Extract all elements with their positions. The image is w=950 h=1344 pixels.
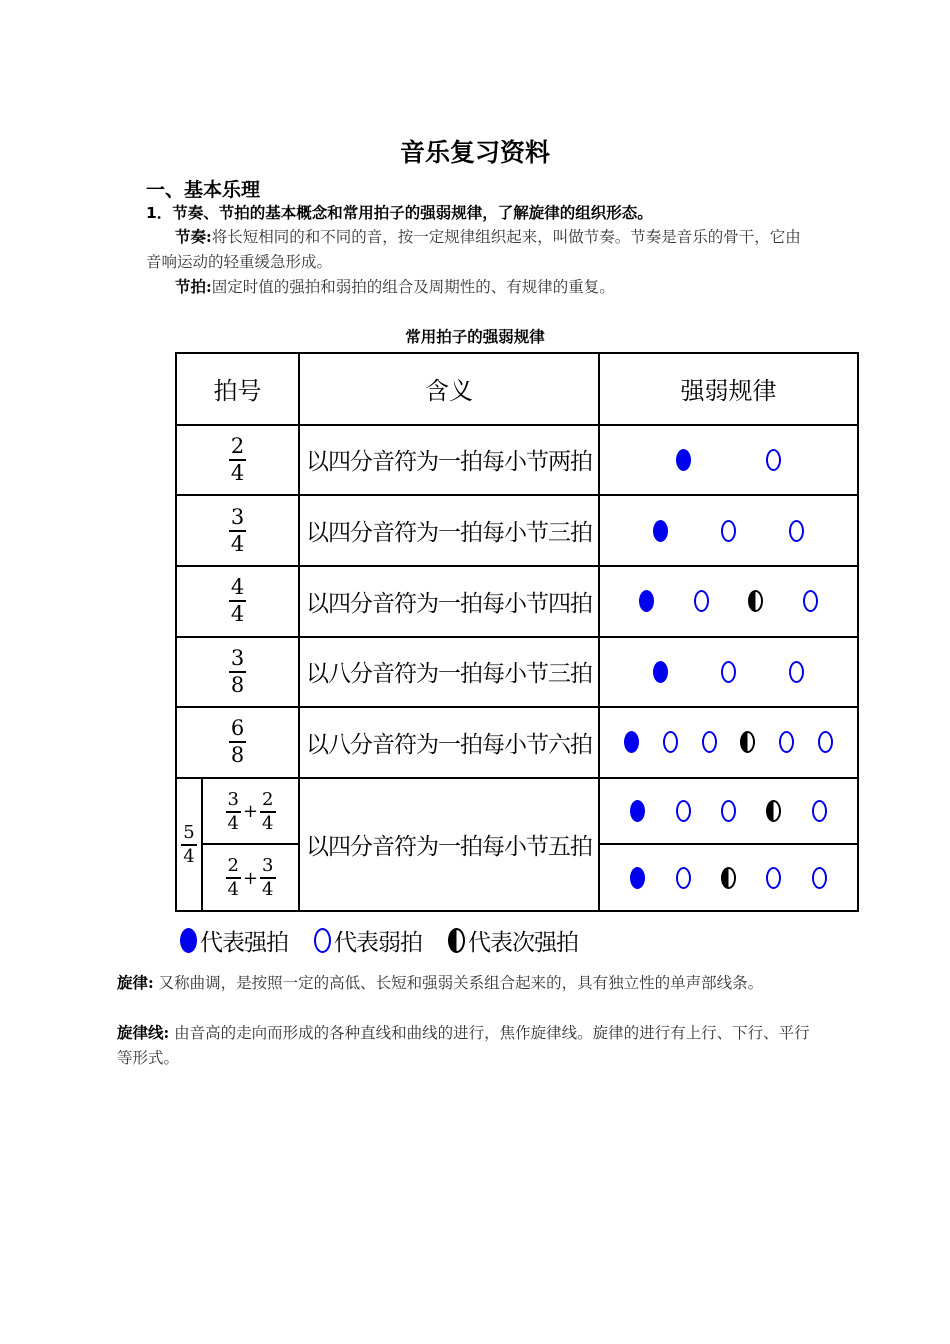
meaning-cell: 以四分音符为一拍每小节两拍 <box>299 425 599 496</box>
header-meaning: 含义 <box>299 353 599 425</box>
pattern-dots <box>600 800 857 822</box>
beat-term: 节拍: <box>175 277 212 296</box>
variant-cell <box>202 778 299 845</box>
pattern-dots <box>600 520 857 542</box>
pattern-cell <box>599 637 858 708</box>
numerator: 5 <box>183 821 195 843</box>
legend-strong <box>180 924 288 957</box>
rhythm-text: 将长短相同的和不同的音，按一定规律组织起来，叫做节奏。节奏是音乐的骨干，它由音响运动的轻重缓急形成。 <box>146 228 801 271</box>
pattern-cell <box>599 844 858 911</box>
weak-beat-icon <box>721 661 736 683</box>
weak-beat-icon <box>694 590 709 612</box>
weak-beat-icon <box>803 590 818 612</box>
weak-beat-icon <box>676 800 691 822</box>
numerator: 6 <box>230 716 245 741</box>
strong-beat-icon <box>676 449 691 471</box>
numerator: 3 <box>230 645 245 670</box>
weak-beat-icon <box>721 520 736 542</box>
pattern-cell <box>599 425 858 496</box>
pattern-dots <box>600 590 857 612</box>
numerator: 2 <box>262 788 274 810</box>
denominator: 4 <box>227 812 239 834</box>
table-row <box>176 566 858 637</box>
strong-beat-icon <box>653 520 668 542</box>
meaning-cell: 以四分音符为一拍每小节五拍 <box>299 778 599 911</box>
weak-beat-icon <box>766 449 781 471</box>
page-title: 音乐复习资料 <box>399 138 550 167</box>
table-row <box>176 495 858 566</box>
legend-weak-label: 代表弱拍 <box>334 930 422 956</box>
rhythm-term: 节奏: <box>175 227 212 246</box>
time-signature <box>229 645 246 697</box>
pattern-cell <box>599 495 858 566</box>
time-signature-cell <box>176 425 299 496</box>
weak-beat-icon <box>812 867 827 889</box>
time-signature-cell <box>176 778 202 911</box>
pattern-dots <box>600 867 857 889</box>
denominator: 8 <box>230 743 245 768</box>
secondary-beat-icon <box>748 590 763 612</box>
melody-line-term: 旋律线: <box>117 1023 170 1042</box>
strong-beat-icon <box>639 590 654 612</box>
secondary-beat-icon <box>448 928 465 953</box>
melody-paragraph <box>117 970 817 996</box>
meaning-cell: 以四分音符为一拍每小节四拍 <box>299 566 599 637</box>
denominator: 4 <box>183 845 195 867</box>
legend-secondary <box>448 924 578 957</box>
beat-paragraph <box>146 274 816 300</box>
strong-beat-icon <box>624 731 639 753</box>
weak-beat-icon <box>779 731 794 753</box>
numerator: 4 <box>230 575 245 600</box>
plus-sign: + <box>242 867 259 889</box>
weak-beat-icon <box>818 731 833 753</box>
time-signature <box>181 821 196 867</box>
numerator: 3 <box>230 504 245 529</box>
numerator: 3 <box>262 855 274 877</box>
pattern-cell <box>599 566 858 637</box>
meter-table <box>175 352 859 912</box>
melody-line-text: 由音高的走向而形成的各种直线和曲线的进行，焦作旋律线。旋律的进行有上行、下行、平行等形式。 <box>117 1024 810 1067</box>
meaning-cell: 以八分音符为一拍每小节三拍 <box>299 637 599 708</box>
header-time-signature: 拍号 <box>176 353 299 425</box>
weak-beat-icon <box>676 867 691 889</box>
time-signature-cell <box>176 495 299 566</box>
denominator: 4 <box>230 460 245 485</box>
legend <box>180 924 578 957</box>
legend-secondary-label: 代表次强拍 <box>468 930 578 956</box>
legend-strong-label: 代表强拍 <box>200 930 288 956</box>
denominator: 8 <box>230 672 245 697</box>
table-row <box>176 637 858 708</box>
pattern-cell <box>599 707 858 778</box>
meaning-cell: 以八分音符为一拍每小节六拍 <box>299 707 599 778</box>
time-signature-cell <box>176 707 299 778</box>
time-signature-cell <box>176 566 299 637</box>
melody-line-paragraph <box>117 1020 817 1071</box>
melody-text: 又称曲调，是按照一定的高低、长短和强弱关系组合起来的，具有独立性的单声部线条。 <box>158 974 764 992</box>
variant-2 <box>226 857 276 899</box>
weak-beat-icon <box>721 800 736 822</box>
melody-term: 旋律: <box>117 973 154 992</box>
header-pattern: 强弱规律 <box>599 353 858 425</box>
fraction <box>260 857 275 899</box>
table-header-row <box>176 353 858 425</box>
secondary-beat-icon <box>721 867 736 889</box>
denominator: 4 <box>262 812 274 834</box>
pattern-cell <box>599 778 858 845</box>
numerator: 3 <box>227 788 239 810</box>
fraction <box>260 788 275 834</box>
pattern-dots <box>600 731 857 753</box>
secondary-beat-icon <box>740 731 755 753</box>
beat-text: 固定时值的强拍和弱拍的组合及周期性的、有规律的重复。 <box>211 278 615 296</box>
strong-beat-icon <box>180 928 197 953</box>
denominator: 4 <box>230 531 245 556</box>
variant-1 <box>226 788 276 834</box>
meaning-cell: 以四分音符为一拍每小节三拍 <box>299 495 599 566</box>
time-signature <box>229 718 246 766</box>
weak-beat-icon <box>789 661 804 683</box>
legend-weak <box>314 924 422 957</box>
section-heading: 一、基本乐理 <box>146 179 261 201</box>
numerator: 2 <box>230 433 245 458</box>
denominator: 4 <box>262 879 274 901</box>
table-caption: 常用拍子的强弱规律 <box>405 328 545 346</box>
weak-beat-icon <box>663 731 678 753</box>
plus-sign: + <box>242 801 259 823</box>
numerator: 2 <box>227 855 239 877</box>
time-signature <box>229 433 246 485</box>
fraction <box>226 788 241 834</box>
weak-beat-icon <box>789 520 804 542</box>
strong-beat-icon <box>630 867 645 889</box>
strong-beat-icon <box>630 800 645 822</box>
weak-beat-icon <box>702 731 717 753</box>
weak-beat-icon <box>766 867 781 889</box>
rhythm-paragraph <box>146 224 816 275</box>
strong-beat-icon <box>653 661 668 683</box>
weak-beat-icon <box>314 928 331 953</box>
variant-cell <box>202 844 299 911</box>
point-heading: 1．节奏、节拍的基本概念和常用拍子的强弱规律，了解旋律的组织形态。 <box>146 204 653 222</box>
fraction <box>226 857 241 899</box>
pattern-dots <box>600 661 857 683</box>
time-signature-cell <box>176 637 299 708</box>
denominator: 4 <box>227 879 239 901</box>
time-signature <box>229 577 246 625</box>
secondary-beat-icon <box>766 800 781 822</box>
table-row <box>176 425 858 496</box>
table-row <box>176 707 858 778</box>
table-row <box>176 778 858 845</box>
denominator: 4 <box>230 602 245 627</box>
pattern-dots <box>600 449 857 471</box>
weak-beat-icon <box>812 800 827 822</box>
time-signature <box>229 504 246 556</box>
